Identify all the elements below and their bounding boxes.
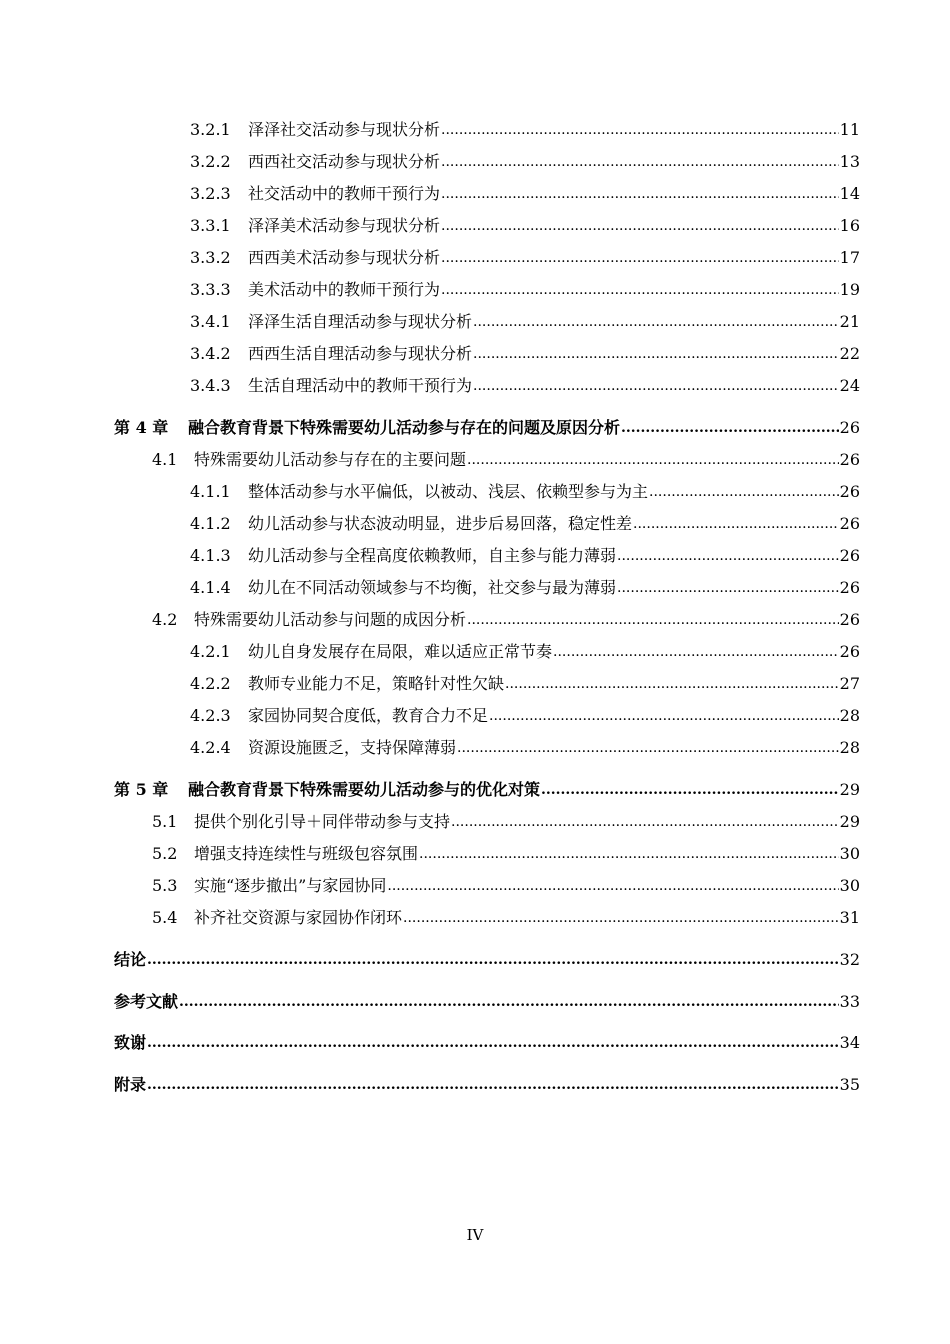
toc-number: 5.3 — [152, 876, 178, 895]
dot-leader — [473, 312, 839, 332]
toc-section-entry[interactable] — [114, 606, 860, 630]
dot-leader — [441, 120, 839, 140]
toc-title: 结论 — [114, 950, 147, 969]
toc-page: 26 — [839, 610, 860, 629]
toc-number: 3.4.3 — [190, 376, 231, 395]
dot-leader — [649, 482, 839, 502]
toc-number: 3.3.3 — [190, 280, 231, 299]
toc-title: 美术活动中的教师干预行为 — [248, 280, 441, 299]
toc-number: 4.2.1 — [190, 642, 231, 661]
toc-entry[interactable] — [114, 180, 860, 204]
toc-title: 西西美术活动参与现状分析 — [248, 248, 441, 267]
toc-entry[interactable] — [114, 212, 860, 236]
toc-page: 13 — [839, 152, 860, 171]
toc-page: 22 — [839, 344, 860, 363]
toc-title: 幼儿活动参与全程高度依赖教师，自主参与能力薄弱 — [248, 546, 617, 565]
toc-page: 33 — [839, 992, 860, 1011]
toc-page: 21 — [839, 312, 860, 331]
toc-title: 泽泽社交活动参与现状分析 — [248, 120, 441, 139]
toc-title: 特殊需要幼儿活动参与问题的成因分析 — [194, 610, 467, 629]
dot-leader — [441, 280, 839, 300]
toc-number: 3.3.1 — [190, 216, 231, 235]
toc-page: 19 — [839, 280, 860, 299]
toc-page: 11 — [839, 120, 860, 139]
toc-title: 社交活动中的教师干预行为 — [248, 184, 441, 203]
toc-page: 28 — [839, 706, 860, 725]
toc-page: 29 — [839, 812, 860, 831]
toc-number: 4.1.3 — [190, 546, 231, 565]
toc-number: 3.2.1 — [190, 120, 231, 139]
toc-number: 3.4.2 — [190, 344, 231, 363]
toc-title: 提供个别化引导＋同伴带动参与支持 — [194, 812, 451, 831]
toc-backmatter-entry[interactable] — [114, 988, 860, 1012]
toc-title: 实施“逐步撤出”与家园协同 — [194, 876, 387, 895]
toc-number: 5.4 — [152, 908, 178, 927]
toc-entry[interactable] — [114, 478, 860, 502]
toc-number: 4.2.4 — [190, 738, 231, 757]
toc-page: 16 — [839, 216, 860, 235]
toc-section-entry[interactable] — [114, 446, 860, 470]
toc-backmatter-entry[interactable] — [114, 1029, 860, 1053]
toc-chapter-number: 第 4 章 — [114, 418, 169, 437]
dot-leader — [617, 578, 839, 598]
dot-leader — [441, 152, 839, 172]
toc-page: 26 — [839, 578, 860, 597]
toc-number: 5.2 — [152, 844, 178, 863]
toc-entry[interactable] — [114, 670, 860, 694]
toc-page: 24 — [839, 376, 860, 395]
dot-leader — [553, 642, 839, 662]
toc-chapter-entry[interactable] — [114, 414, 860, 438]
toc-number: 4.2.2 — [190, 674, 231, 693]
toc-backmatter-entry[interactable] — [114, 1071, 860, 1095]
toc-section-entry[interactable] — [114, 904, 860, 928]
toc-title: 融合教育背景下特殊需要幼儿活动参与的优化对策 — [188, 780, 541, 799]
toc-section-entry[interactable] — [114, 808, 860, 832]
toc-page: 31 — [839, 908, 860, 927]
toc-page: 35 — [839, 1075, 860, 1094]
toc-backmatter-entry[interactable] — [114, 946, 860, 970]
toc-number: 4.1 — [152, 450, 178, 469]
toc-number: 3.2.2 — [190, 152, 231, 171]
toc-title: 西西生活自理活动参与现状分析 — [248, 344, 473, 363]
toc-entry[interactable] — [114, 372, 860, 396]
dot-leader — [473, 344, 839, 364]
toc-title: 致谢 — [114, 1033, 147, 1052]
toc-chapter-number: 第 5 章 — [114, 780, 169, 799]
toc-page: 34 — [839, 1033, 860, 1052]
dot-leader — [621, 418, 839, 438]
toc-entry[interactable] — [114, 116, 860, 140]
dot-leader — [441, 184, 839, 204]
toc-page: 26 — [839, 514, 860, 533]
toc-number: 4.1.2 — [190, 514, 231, 533]
toc-title: 增强支持连续性与班级包容氛围 — [194, 844, 419, 863]
toc-number: 4.2 — [152, 610, 178, 629]
toc-number: 4.1.1 — [190, 482, 231, 501]
toc-entry[interactable] — [114, 308, 860, 332]
dot-leader — [457, 738, 839, 758]
toc-title: 补齐社交资源与家园协作闭环 — [194, 908, 403, 927]
toc-page: 29 — [839, 780, 860, 799]
dot-leader — [467, 450, 839, 470]
dot-leader — [473, 376, 839, 396]
toc-entry[interactable] — [114, 574, 860, 598]
toc-chapter-entry[interactable] — [114, 776, 860, 800]
dot-leader — [489, 706, 839, 726]
toc-page: 14 — [839, 184, 860, 203]
toc-page: 26 — [839, 450, 860, 469]
toc-number: 3.3.2 — [190, 248, 231, 267]
toc-title: 家园协同契合度低，教育合力不足 — [248, 706, 489, 725]
toc-title: 教师专业能力不足，策略针对性欠缺 — [248, 674, 505, 693]
toc-title: 幼儿在不同活动领域参与不均衡，社交参与最为薄弱 — [248, 578, 617, 597]
toc-page: 30 — [839, 844, 860, 863]
toc-title: 西西社交活动参与现状分析 — [248, 152, 441, 171]
dot-leader — [403, 908, 839, 928]
toc-title: 特殊需要幼儿活动参与存在的主要问题 — [194, 450, 467, 469]
dot-leader — [633, 514, 839, 534]
dot-leader — [179, 992, 839, 1012]
toc-section-entry[interactable] — [114, 840, 860, 864]
toc-entry[interactable] — [114, 638, 860, 662]
toc-page: 27 — [839, 674, 860, 693]
toc-page: 28 — [839, 738, 860, 757]
dot-leader — [441, 248, 839, 268]
dot-leader — [467, 610, 839, 630]
toc-title: 参考文献 — [114, 992, 179, 1011]
toc-title: 幼儿自身发展存在局限，难以适应正常节奏 — [248, 642, 553, 661]
toc-page: 30 — [839, 876, 860, 895]
toc-number: 4.2.3 — [190, 706, 231, 725]
toc-entry[interactable] — [114, 702, 860, 726]
dot-leader — [505, 674, 839, 694]
toc-entry[interactable] — [114, 734, 860, 758]
dot-leader — [419, 844, 839, 864]
toc-section-entry[interactable] — [114, 872, 860, 896]
dot-leader — [387, 876, 838, 896]
dot-leader — [541, 780, 839, 800]
toc-title: 资源设施匮乏，支持保障薄弱 — [248, 738, 457, 757]
toc-page: 17 — [839, 248, 860, 267]
toc-number: 4.1.4 — [190, 578, 231, 597]
toc-page: 26 — [839, 642, 860, 661]
toc-page: 26 — [839, 482, 860, 501]
page-number: IV — [466, 1226, 484, 1244]
toc-title: 生活自理活动中的教师干预行为 — [248, 376, 473, 395]
toc-title: 附录 — [114, 1075, 147, 1094]
dot-leader — [147, 1033, 839, 1053]
dot-leader — [441, 216, 839, 236]
toc-entry[interactable] — [114, 340, 860, 364]
toc-number: 5.1 — [152, 812, 178, 831]
toc-page: 26 — [839, 546, 860, 565]
toc-entry[interactable] — [114, 510, 860, 534]
toc-title: 泽泽美术活动参与现状分析 — [248, 216, 441, 235]
toc-title: 整体活动参与水平偏低，以被动、浅层、依赖型参与为主 — [248, 482, 649, 501]
toc-number: 3.2.3 — [190, 184, 231, 203]
toc-entry[interactable] — [114, 148, 860, 172]
toc-page: 26 — [839, 418, 860, 437]
toc-page: 32 — [839, 950, 860, 969]
toc-title: 融合教育背景下特殊需要幼儿活动参与存在的问题及原因分析 — [188, 418, 621, 437]
toc-entry[interactable] — [114, 244, 860, 268]
toc-entry[interactable] — [114, 542, 860, 566]
dot-leader — [617, 546, 839, 566]
toc-number: 3.4.1 — [190, 312, 231, 331]
dot-leader — [147, 950, 839, 970]
dot-leader — [451, 812, 839, 832]
toc-title: 幼儿活动参与状态波动明显，进步后易回落，稳定性差 — [248, 514, 633, 533]
toc-title: 泽泽生活自理活动参与现状分析 — [248, 312, 473, 331]
toc-entry[interactable] — [114, 276, 860, 300]
dot-leader — [147, 1075, 839, 1095]
